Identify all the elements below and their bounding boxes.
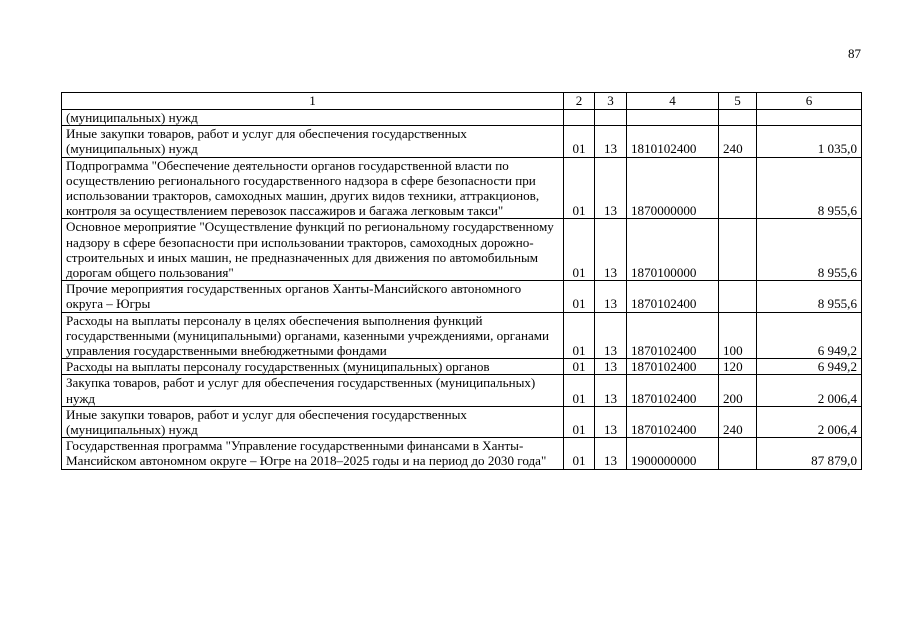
cell-subsection — [595, 110, 627, 126]
cell-section: 01 — [564, 126, 595, 157]
cell-name: Основное мероприятие "Осуществление функций по региональному государственному надзору в сфере безопасности при использовании тракторов, самоходных дорожно-строительных и иных машин, не предназначенных для движения по автомобильным дорогам общего пользования" — [62, 219, 564, 281]
header-cell-amount: 6 — [757, 93, 862, 110]
cell-name: Подпрограмма "Обеспечение деятельности органов государственной власти по осуществлению регионального государственного надзора в сфере безопасности при использовании тракторов, самоходных машин, других видов техники, аттракционов, контроля за осуществлением перевозок пассажиров и багажа легковым такси" — [62, 157, 564, 219]
cell-name: Государственная программа "Управление государственными финансами в Ханты-Мансийском автономном округе – Югре на 2018–2025 годы и на период до 2030 года" — [62, 438, 564, 469]
cell-target-article: 1810102400 — [627, 126, 719, 157]
cell-amount: 2 006,4 — [757, 375, 862, 406]
header-cell-target-article: 4 — [627, 93, 719, 110]
cell-name: Расходы на выплаты персоналу в целях обеспечения выполнения функций государственными (муниципальными) органами, казенными учреждениями, органами управления государственными внебюджетными фондами — [62, 312, 564, 359]
cell-subsection: 13 — [595, 438, 627, 469]
cell-section: 01 — [564, 312, 595, 359]
header-row — [62, 93, 862, 110]
table-row — [62, 219, 862, 281]
header-cell-subsection: 3 — [595, 93, 627, 110]
cell-subsection: 13 — [595, 375, 627, 406]
cell-expense-type — [719, 157, 757, 219]
cell-amount: 1 035,0 — [757, 126, 862, 157]
cell-expense-type — [719, 110, 757, 126]
cell-subsection: 13 — [595, 126, 627, 157]
cell-expense-type — [719, 281, 757, 312]
cell-expense-type — [719, 219, 757, 281]
cell-target-article: 1870100000 — [627, 219, 719, 281]
cell-name: Закупка товаров, работ и услуг для обеспечения государственных (муниципальных) нужд — [62, 375, 564, 406]
cell-subsection: 13 — [595, 312, 627, 359]
cell-section — [564, 110, 595, 126]
cell-section: 01 — [564, 406, 595, 437]
cell-target-article: 1870102400 — [627, 281, 719, 312]
cell-amount: 8 955,6 — [757, 157, 862, 219]
cell-section: 01 — [564, 281, 595, 312]
cell-amount: 8 955,6 — [757, 219, 862, 281]
cell-target-article — [627, 110, 719, 126]
header-cell-name: 1 — [62, 93, 564, 110]
cell-subsection: 13 — [595, 406, 627, 437]
cell-expense-type: 120 — [719, 359, 757, 375]
page-number: 87 — [848, 46, 861, 61]
cell-amount — [757, 110, 862, 126]
cell-expense-type: 100 — [719, 312, 757, 359]
cell-amount: 8 955,6 — [757, 281, 862, 312]
cell-section: 01 — [564, 375, 595, 406]
cell-subsection: 13 — [595, 219, 627, 281]
cell-section: 01 — [564, 359, 595, 375]
cell-target-article: 1870102400 — [627, 359, 719, 375]
cell-expense-type — [719, 438, 757, 469]
cell-amount: 6 949,2 — [757, 312, 862, 359]
cell-name: Иные закупки товаров, работ и услуг для обеспечения государственных (муниципальных) нужд — [62, 126, 564, 157]
table-row — [62, 438, 862, 469]
table-row — [62, 157, 862, 219]
cell-expense-type: 240 — [719, 126, 757, 157]
table-row — [62, 359, 862, 375]
table-row — [62, 126, 862, 157]
cell-amount: 6 949,2 — [757, 359, 862, 375]
cell-expense-type: 240 — [719, 406, 757, 437]
cell-target-article: 1870102400 — [627, 406, 719, 437]
cell-target-article: 1900000000 — [627, 438, 719, 469]
header-cell-section: 2 — [564, 93, 595, 110]
cell-name: Прочие мероприятия государственных органов Ханты-Мансийского автономного округа – Югры — [62, 281, 564, 312]
cell-expense-type: 200 — [719, 375, 757, 406]
cell-amount: 2 006,4 — [757, 406, 862, 437]
table-row — [62, 110, 862, 126]
table-row — [62, 375, 862, 406]
table-row — [62, 312, 862, 359]
table-row — [62, 281, 862, 312]
cell-target-article: 1870102400 — [627, 375, 719, 406]
cell-subsection: 13 — [595, 359, 627, 375]
cell-amount: 87 879,0 — [757, 438, 862, 469]
cell-target-article: 1870102400 — [627, 312, 719, 359]
cell-section: 01 — [564, 438, 595, 469]
cell-name: Иные закупки товаров, работ и услуг для обеспечения государственных (муниципальных) нужд — [62, 406, 564, 437]
cell-name: Расходы на выплаты персоналу государственных (муниципальных) органов — [62, 359, 564, 375]
table-row — [62, 406, 862, 437]
header-cell-expense-type: 5 — [719, 93, 757, 110]
cell-target-article: 1870000000 — [627, 157, 719, 219]
cell-section: 01 — [564, 157, 595, 219]
cell-subsection: 13 — [595, 281, 627, 312]
cell-section: 01 — [564, 219, 595, 281]
cell-subsection: 13 — [595, 157, 627, 219]
budget-table — [61, 92, 862, 470]
cell-name: (муниципальных) нужд — [62, 110, 564, 126]
